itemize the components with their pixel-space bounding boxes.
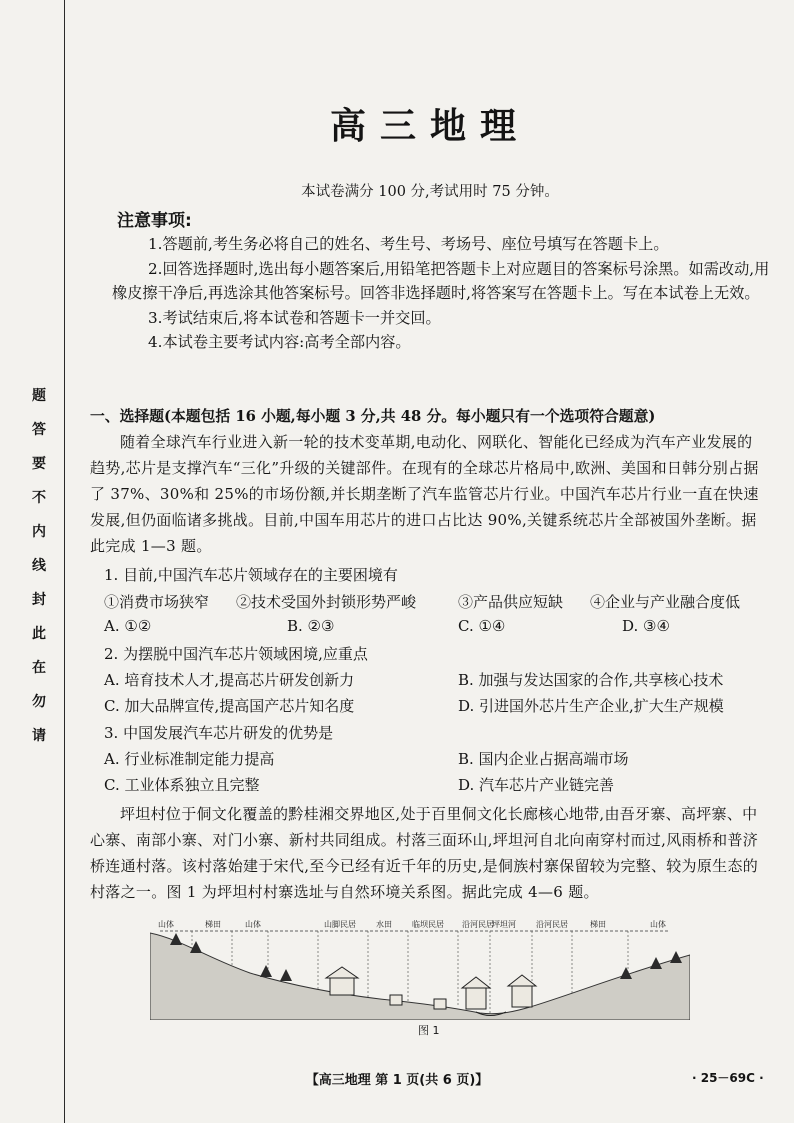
margin-char: 勿 — [32, 694, 46, 710]
binding-margin-line — [64, 0, 65, 1123]
q1-statement-4: ④企业与产业融合度低 — [590, 593, 741, 611]
margin-char: 在 — [32, 660, 46, 676]
passage-text: 随着全球汽车行业进入新一轮的技术变革期,电动化、网联化、智能化已经成为汽车产业发展的趋势,芯片是支撑汽车“三化”升级的关键部件。在现有的全球芯片格局中,欧洲、美国和日韩分别占据了 37%、30%和 25%的市场份额,并长期垄断了汽车监管芯片行业。中国汽车芯片行业一直在快速发展,但仍面临诸多挑战。目前,中国车用芯片的进口占比达 90%,关键系统芯片全部被国外垄断。据此完成 1—3 题。 — [90, 433, 759, 555]
margin-char: 线 — [32, 558, 46, 574]
binding-margin-text — [28, 385, 50, 747]
reading-passage-2 — [90, 801, 766, 905]
zone-label: 沿河民居 — [536, 920, 568, 929]
q1-statement-3: ③产品供应短缺 — [458, 593, 564, 611]
q3-option-d[interactable]: D. 汽车芯片产业链完善 — [458, 776, 615, 794]
page-title: 高三地理 — [329, 106, 530, 147]
zone-label: 山脚民居 — [324, 920, 356, 929]
zone-label: 水田 — [376, 920, 392, 929]
q1-statement-2: ②技术受国外封锁形势严峻 — [236, 593, 417, 611]
zone-label: 山体 — [158, 920, 174, 929]
terrain-profile — [150, 933, 690, 1020]
q1-option-c[interactable]: C. ①④ — [458, 617, 506, 635]
q2-option-b[interactable]: B. 加强与发达国家的合作,共享核心技术 — [458, 671, 724, 689]
notice-item: 4.本试卷主要考试内容:高考全部内容。 — [148, 333, 411, 351]
q1-option-d[interactable]: D. ③④ — [622, 617, 670, 635]
q1-statement-1: ①消费市场狭窄 — [104, 593, 210, 611]
exam-code: · 25－69C · — [692, 1071, 764, 1085]
zone-label: 沿河民居 — [462, 920, 494, 929]
zone-label: 梯田 — [590, 920, 606, 929]
margin-char: 请 — [32, 728, 46, 744]
margin-char: 内 — [32, 524, 46, 540]
q3-option-b[interactable]: B. 国内企业占据高端市场 — [458, 750, 629, 768]
margin-char: 答 — [32, 422, 46, 438]
notice-item: 1.答题前,考生务必将自己的姓名、考生号、考场号、座位号填写在答题卡上。 — [148, 235, 669, 253]
page-footer: 【高三地理 第 1 页(共 6 页)】 — [305, 1073, 489, 1088]
exam-info: 本试卷满分 100 分,考试用时 75 分钟。 — [301, 184, 559, 200]
question-2-stem: 2. 为摆脱中国汽车芯片领域困境,应重点 — [104, 645, 368, 663]
margin-char: 题 — [32, 388, 46, 404]
reading-passage-1 — [90, 429, 766, 559]
passage-text: 坪坦村位于侗文化覆盖的黔桂湘交界地区,处于百里侗文化长廊核心地带,由吾牙寨、高坪寨、中心寨、南部小寨、对门小寨、新村共同组成。村落三面环山,坪坦河自北向南穿村而过,风雨桥和普济桥连通村落。该村落始建于宋代,至今已经有近千年的历史,是侗族村寨保留较为完整、较为原生态的村落之一。图 1 为坪坦村村寨选址与自然环境关系图。据此完成 4—6 题。 — [90, 805, 759, 901]
section-title: 一、选择题(本题包括 16 小题,每小题 3 分,共 48 分。每小题只有一个选项符合题意) — [90, 408, 656, 425]
notice-item: 3.考试结束后,将本试卷和答题卡一并交回。 — [148, 308, 441, 327]
zone-label: 坪坦河 — [492, 920, 516, 929]
q3-option-c[interactable]: C. 工业体系独立且完整 — [104, 776, 260, 794]
q2-option-c[interactable]: C. 加大品牌宣传,提高国产芯片知名度 — [104, 697, 355, 715]
question-3-stem: 3. 中国发展汽车芯片研发的优势是 — [104, 724, 334, 742]
zone-label: 山体 — [650, 920, 666, 929]
margin-char: 要 — [32, 456, 46, 472]
q2-option-d[interactable]: D. 引进国外芯片生产企业,扩大生产规模 — [458, 697, 724, 715]
notice-list — [112, 232, 772, 355]
q3-option-a[interactable]: A. 行业标准制定能力提高 — [104, 750, 275, 768]
margin-char: 不 — [32, 490, 46, 506]
margin-char: 封 — [32, 592, 46, 608]
q2-option-a[interactable]: A. 培育技术人才,提高芯片研发创新力 — [104, 671, 355, 689]
figure-caption: 图 1 — [418, 1024, 440, 1037]
margin-char: 此 — [32, 626, 46, 642]
zone-label: 梯田 — [205, 920, 221, 929]
notice-item: 2.回答选择题时,选出每小题答案后,用铅笔把答题卡上对应题目的答案标号涂黑。如需改动,用橡皮擦干净后,再选涂其他答案标号。回答非选择题时,将答案写在答题卡上。写在本试卷上无效。 — [112, 259, 770, 302]
q1-option-a[interactable]: A. ①② — [104, 617, 152, 635]
zone-label: 山体 — [245, 920, 261, 929]
village-terrain-diagram — [150, 915, 690, 1020]
question-1-stem: 1. 目前,中国汽车芯片领域存在的主要困境有 — [104, 566, 398, 584]
q1-option-b[interactable]: B. ②③ — [287, 617, 335, 635]
zone-label: 临坝民居 — [412, 920, 444, 929]
notice-title: 注意事项: — [117, 211, 192, 231]
